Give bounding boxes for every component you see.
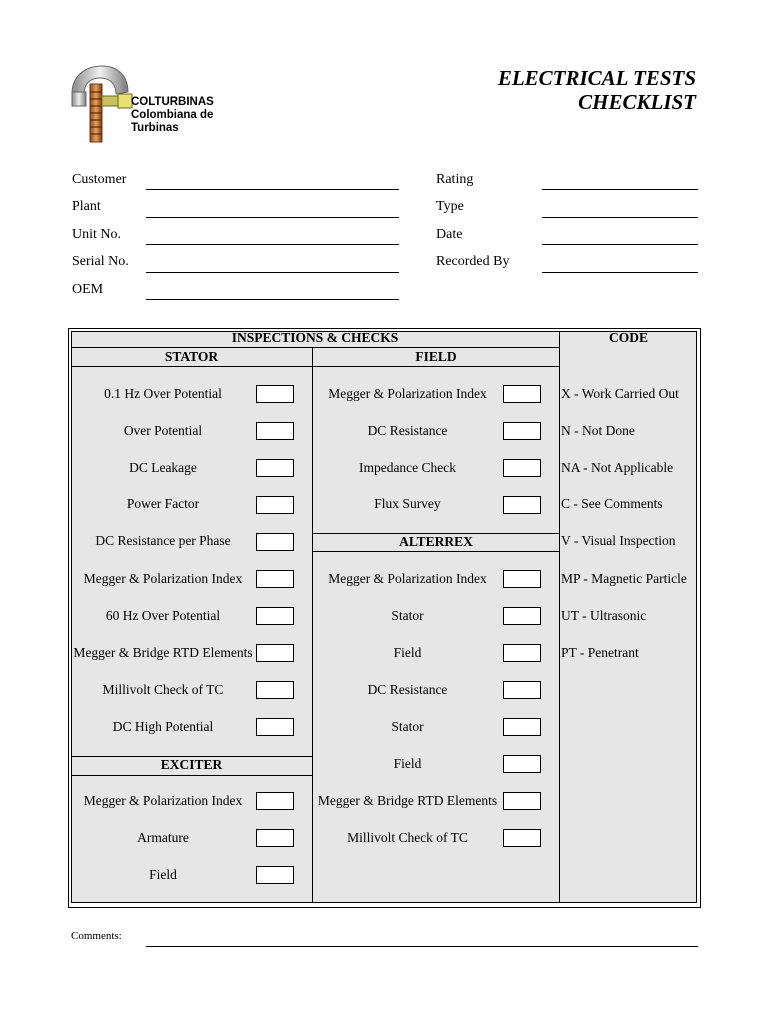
- serial-no-field[interactable]: [146, 272, 399, 273]
- stator-header: STATOR: [164, 349, 219, 364]
- field-header: FIELD: [415, 349, 457, 364]
- stator-checkbox[interactable]: [256, 718, 294, 736]
- alterrex-checkbox[interactable]: [503, 718, 541, 736]
- stator-item-label: 0.1 Hz Over Potential: [104, 386, 222, 401]
- code-column-divider: [559, 331, 560, 903]
- date-field[interactable]: [542, 244, 698, 245]
- comments-field[interactable]: [146, 946, 698, 947]
- exciter-checkbox[interactable]: [256, 866, 294, 884]
- alterrex-checkbox[interactable]: [503, 644, 541, 662]
- stator-item-label: DC High Potential: [112, 719, 214, 734]
- alterrex-checkbox[interactable]: [503, 570, 541, 588]
- field-item-label: DC Resistance: [367, 423, 448, 438]
- field-item-label: Megger & Polarization Index: [328, 386, 487, 401]
- document-title: [498, 66, 696, 114]
- alterrex-header: ALTERREX: [399, 534, 473, 549]
- unit-no-field[interactable]: [146, 244, 399, 245]
- serial-no-label: Serial No.: [72, 254, 129, 269]
- stator-checkbox[interactable]: [256, 533, 294, 551]
- code-legend-item: C - See Comments: [561, 496, 663, 511]
- exciter-item-label: Megger & Polarization Index: [83, 793, 243, 808]
- alterrex-item-label: Megger & Polarization Index: [328, 571, 487, 586]
- stator-checkbox[interactable]: [256, 607, 294, 625]
- field-item-label: Impedance Check: [358, 460, 457, 475]
- oem-label: OEM: [72, 282, 104, 297]
- stator-checkbox[interactable]: [256, 385, 294, 403]
- type-field[interactable]: [542, 217, 698, 218]
- code-legend-item: X - Work Carried Out: [561, 386, 679, 401]
- rating-field[interactable]: [542, 189, 698, 190]
- unit-no-label: Unit No.: [72, 227, 121, 242]
- exciter-item-label: Field: [149, 867, 177, 882]
- alterrex-item-label: Stator: [391, 719, 424, 734]
- alterrex-bottom-divider: [312, 551, 559, 552]
- stator-checkbox[interactable]: [256, 570, 294, 588]
- stator-checkbox[interactable]: [256, 496, 294, 514]
- field-checkbox[interactable]: [503, 385, 541, 403]
- recorded-by-field[interactable]: [542, 272, 698, 273]
- field-checkbox[interactable]: [503, 422, 541, 440]
- code-legend-item: PT - Penetrant: [561, 645, 639, 660]
- stator-checkbox[interactable]: [256, 459, 294, 477]
- customer-field[interactable]: [146, 189, 399, 190]
- stator-checkbox[interactable]: [256, 681, 294, 699]
- alterrex-checkbox[interactable]: [503, 607, 541, 625]
- inspections-header: INSPECTIONS & CHECKS: [231, 330, 399, 345]
- alterrex-item-label: Field: [393, 756, 422, 771]
- stator-item-label: Megger & Bridge RTD Elements: [73, 645, 253, 660]
- exciter-checkbox[interactable]: [256, 792, 294, 810]
- header-divider: [71, 347, 560, 348]
- customer-label: Customer: [72, 172, 127, 187]
- plant-field[interactable]: [146, 217, 399, 218]
- field-item-label: Flux Survey: [374, 496, 441, 511]
- type-label: Type: [436, 199, 464, 214]
- plant-label: Plant: [72, 199, 101, 214]
- exciter-bottom-divider: [71, 775, 312, 776]
- recorded-by-label: Recorded By: [436, 254, 510, 269]
- field-checkbox[interactable]: [503, 496, 541, 514]
- stator-item-label: 60 Hz Over Potential: [105, 608, 221, 623]
- code-legend-item: N - Not Done: [561, 423, 635, 438]
- comments-label: Comments:: [71, 930, 122, 942]
- code-header: CODE: [608, 330, 648, 345]
- stator-item-label: Power Factor: [126, 496, 200, 511]
- code-legend-item: NA - Not Applicable: [561, 460, 674, 475]
- stator-checkbox[interactable]: [256, 422, 294, 440]
- alterrex-checkbox[interactable]: [503, 792, 541, 810]
- exciter-item-label: Armature: [137, 830, 189, 845]
- company-line-2: Colombiana de: [131, 109, 214, 121]
- company-name: [131, 96, 214, 135]
- title-line-1: ELECTRICAL TESTS: [497, 66, 696, 90]
- oem-field[interactable]: [146, 299, 399, 300]
- stator-checkbox[interactable]: [256, 644, 294, 662]
- alterrex-item-label: Field: [393, 645, 422, 660]
- date-label: Date: [436, 227, 463, 242]
- stator-item-label: Megger & Polarization Index: [83, 571, 243, 586]
- code-legend-item: MP - Magnetic Particle: [561, 571, 687, 586]
- alterrex-checkbox[interactable]: [503, 681, 541, 699]
- alterrex-checkbox[interactable]: [503, 755, 541, 773]
- exciter-checkbox[interactable]: [256, 829, 294, 847]
- stator-item-label: Over Potential: [123, 423, 203, 438]
- exciter-header: EXCITER: [160, 757, 223, 772]
- colturbinas-logo-icon: [68, 64, 134, 144]
- section-header-divider: [71, 366, 560, 367]
- company-line-3: Turbinas: [131, 122, 179, 134]
- code-legend-item: V - Visual Inspection: [561, 533, 676, 548]
- code-legend-item: UT - Ultrasonic: [561, 608, 647, 623]
- alterrex-item-label: DC Resistance: [367, 682, 448, 697]
- rating-label: Rating: [436, 172, 474, 187]
- alterrex-item-label: Megger & Bridge RTD Elements: [317, 793, 498, 808]
- alterrex-checkbox[interactable]: [503, 829, 541, 847]
- stator-item-label: Millivolt Check of TC: [102, 682, 224, 697]
- title-line-2: CHECKLIST: [578, 90, 696, 114]
- alterrex-item-label: Millivolt Check of TC: [347, 830, 468, 845]
- stator-item-label: DC Resistance per Phase: [95, 533, 231, 548]
- field-checkbox[interactable]: [503, 459, 541, 477]
- stator-item-label: DC Leakage: [129, 460, 197, 475]
- company-line-1: COLTURBINAS: [131, 96, 214, 108]
- alterrex-item-label: Stator: [391, 608, 424, 623]
